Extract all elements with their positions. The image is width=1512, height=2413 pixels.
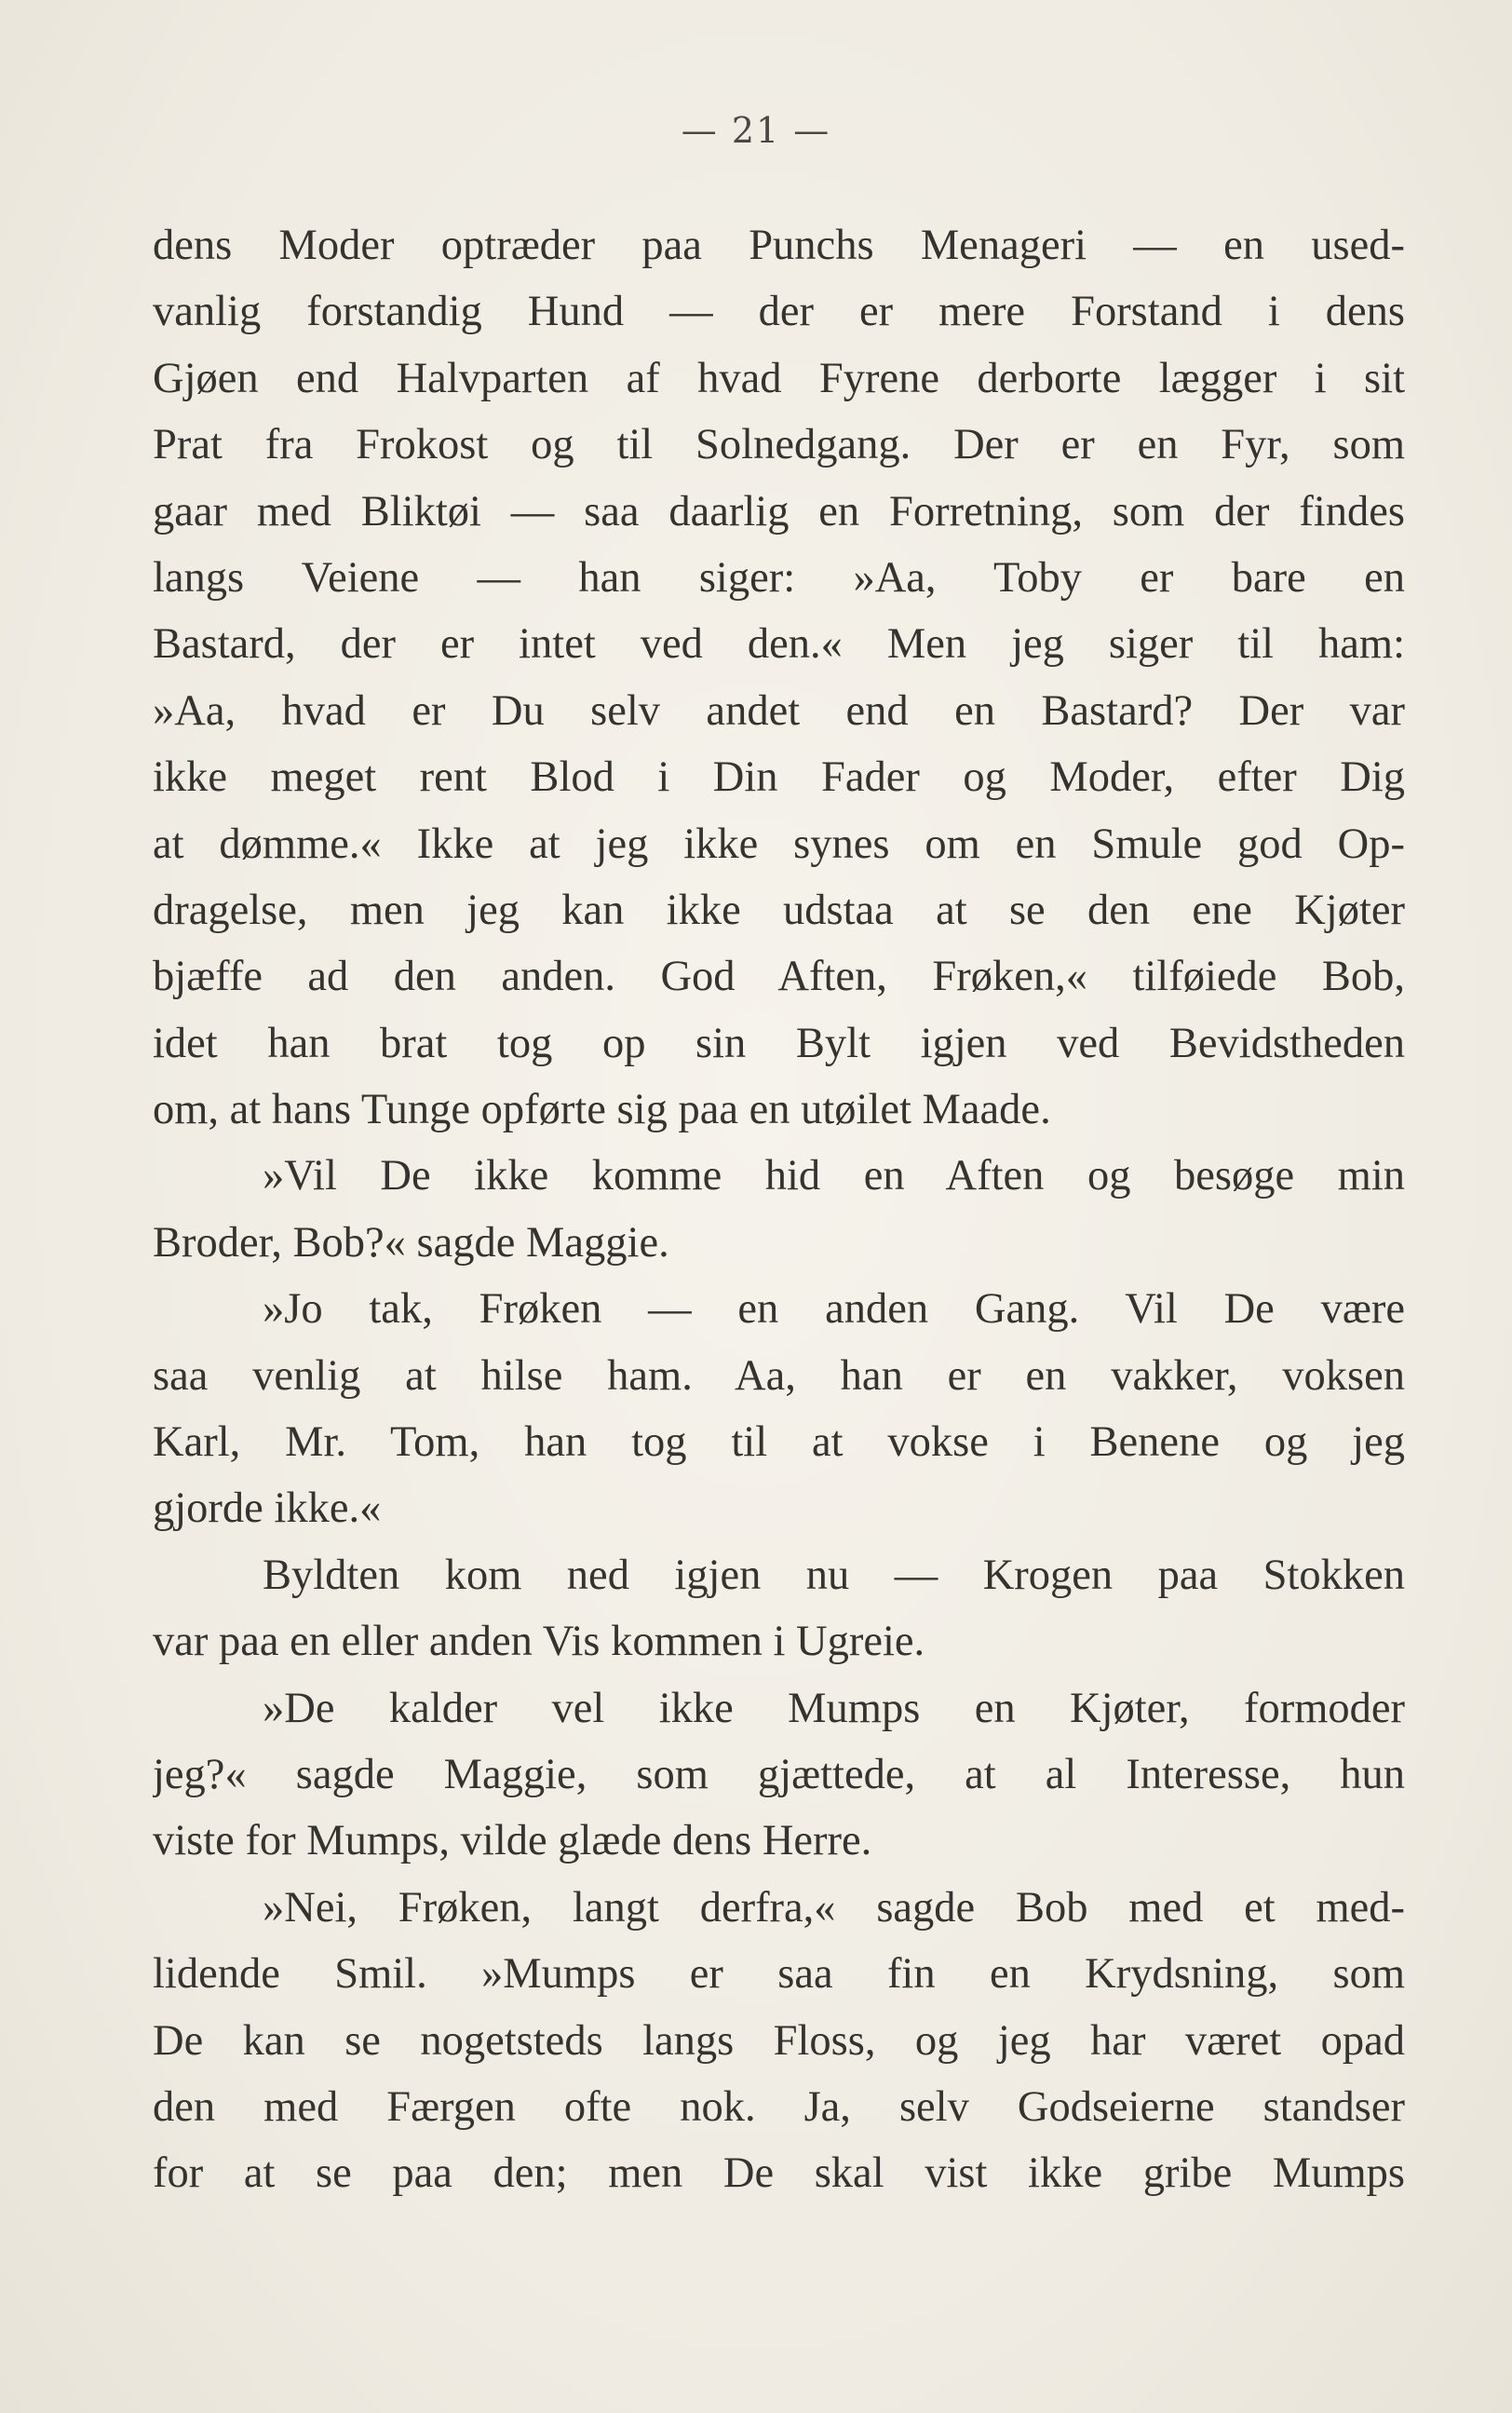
body-text xyxy=(153,212,1405,2207)
text-line: dens Moder optræder paa Punchs Menageri — en used- xyxy=(153,222,1405,269)
text-line: Bastard, der er intet ved den.« Men jeg siger til ham: xyxy=(153,620,1405,669)
text-line: var paa en eller anden Vis kommen i Ugreie. xyxy=(153,1618,925,1666)
text-line: vanlig forstandig Hund — der er mere Forstand i dens xyxy=(153,288,1405,336)
text-line: om, at hans Tunge opførte sig paa en utøilet Maade. xyxy=(153,1086,1051,1134)
text-line: Byldten kom ned igjen nu — Krogen paa Stokken xyxy=(263,1551,1405,1599)
text-line: »Jo tak, Frøken — en anden Gang. Vil De være xyxy=(263,1285,1405,1334)
text-line: »De kalder vel ikke Mumps en Kjøter, formoder xyxy=(263,1684,1405,1732)
text-line: »Aa, hvad er Du selv andet end en Bastard? Der var xyxy=(153,686,1405,735)
page-number: — 21 — xyxy=(681,110,831,151)
text-line: ikke meget rent Blod i Din Fader og Moder, efter Dig xyxy=(153,753,1405,802)
text-line: lidende Smil. »Mumps er saa fin en Krydsning, som xyxy=(153,1950,1405,1999)
text-line: »Nei, Frøken, langt derfra,« sagde Bob med et med- xyxy=(263,1883,1405,1932)
text-line: Broder, Bob?« sagde Maggie. xyxy=(153,1218,669,1267)
text-line: Karl, Mr. Tom, han tog til at vokse i Benene og jeg xyxy=(153,1418,1405,1467)
text-line: viste for Mumps, vilde glæde dens Herre. xyxy=(153,1817,872,1865)
text-line: »Vil De ikke komme hid en Aften og besøge min xyxy=(263,1152,1405,1200)
text-line: bjæffe ad den anden. God Aften, Frøken,« tilføiede Bob, xyxy=(153,953,1405,1001)
text-line: dragelse, men jeg kan ikke udstaa at se den ene Kjøter xyxy=(153,886,1405,934)
text-line: saa venlig at hilse ham. Aa, han er en vakker, voksen xyxy=(153,1351,1405,1400)
text-line: den med Færgen ofte nok. Ja, selv Godseierne standser xyxy=(153,2082,1405,2131)
text-line: De kan se nogetsteds langs Floss, og jeg har været opad xyxy=(153,2016,1405,2065)
text-line: jeg?« sagde Maggie, som gjættede, at al Interesse, hun xyxy=(153,1750,1405,1798)
text-line: at dømme.« Ikke at jeg ikke synes om en Smule god Op- xyxy=(153,820,1405,868)
text-line: Gjøen end Halvparten af hvad Fyrene derborte lægger i sit xyxy=(153,354,1405,402)
text-line: gjorde ikke.« xyxy=(153,1484,382,1533)
text-line: idet han brat tog op sin Bylt igjen ved Bevidstheden xyxy=(153,1019,1405,1067)
text-line: langs Veiene — han siger: »Aa, Toby er bare en xyxy=(153,553,1405,602)
text-line: Prat fra Frokost og til Solnedgang. Der er en Fyr, som xyxy=(153,421,1405,469)
text-line: for at se paa den; men De skal vist ikke gribe Mumps xyxy=(153,2149,1405,2198)
text-line: gaar med Bliktøi — saa daarlig en Forretning, som der findes xyxy=(153,487,1405,535)
